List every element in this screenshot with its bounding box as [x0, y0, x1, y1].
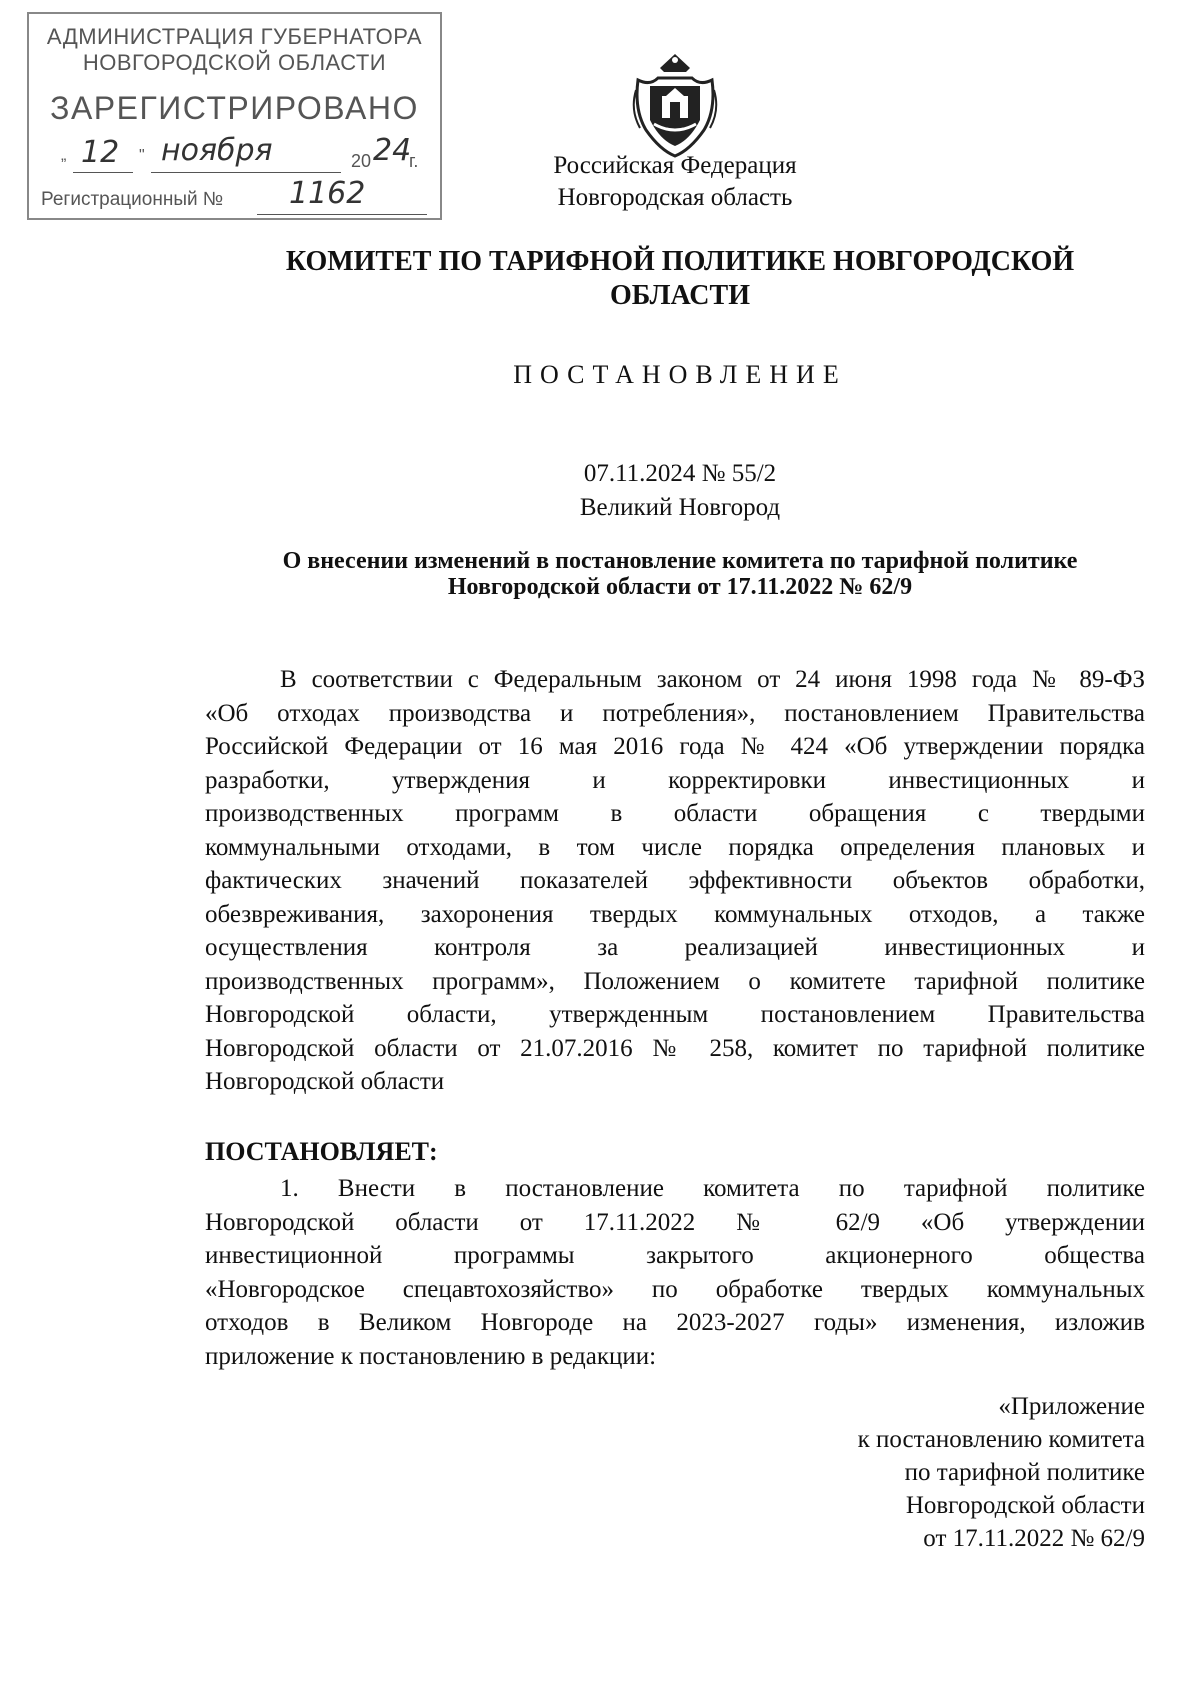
resolves-heading: ПОСТАНОВЛЯЕТ:	[205, 1137, 438, 1166]
document-subject	[190, 548, 1170, 600]
stamp-month-underline	[151, 172, 341, 173]
stamp-month: ноября	[161, 133, 273, 168]
appendix-line: Новгородской области	[905, 1492, 1145, 1519]
item1-line: приложение к постановлению в редакции:	[205, 1342, 657, 1370]
stamp-day-underline	[73, 172, 133, 173]
appendix-reference	[858, 1390, 1145, 1555]
committee-title-line2: ОБЛАСТИ	[610, 280, 750, 311]
committee-title-line1: КОМИТЕТ ПО ТАРИФНОЙ ПОЛИТИКЕ НОВГОРОДСКОЙ	[285, 246, 1075, 277]
preamble-line: Российской Федерации от 16 мая 2016 года № 424 «Об утверждении порядка	[205, 733, 1145, 760]
appendix-line: «Приложение	[998, 1393, 1145, 1420]
preamble-line: «Об отходах производства и потребления», постановлением Правительства	[205, 699, 1145, 727]
document-city: Великий Новгород	[579, 494, 781, 521]
header-region: Новгородская область	[557, 184, 793, 211]
appendix-line: к постановлению комитета	[857, 1426, 1145, 1453]
stamp-regno-underline	[257, 214, 427, 215]
preamble-line: Новгородской области	[205, 1068, 445, 1095]
preamble-line: производственных программ в области обращения с твердыми	[205, 800, 1145, 827]
appendix-line: от 17.11.2022 № 62/9	[923, 1525, 1145, 1552]
item1-line: инвестиционной программы закрытого акционерного общества	[205, 1242, 1145, 1269]
document-type: ПОСТАНОВЛЕНИЕ	[513, 360, 847, 389]
preamble-line: осуществления контроля за реализацией инвестиционных и	[205, 934, 1145, 961]
stamp-day: 12	[81, 135, 120, 170]
coat-of-arms-emblem	[630, 50, 720, 160]
subject-line2: Новгородской области от 17.11.2022 № 62/9	[447, 574, 913, 600]
stamp-quote-close: "	[139, 147, 145, 164]
item1-line: «Новгородское спецавтохозяйство» по обработке твердых коммунальных	[205, 1275, 1145, 1303]
stamp-year-tail: г.	[409, 151, 419, 171]
preamble-line: производственных программ», Положением о комитете тарифной политике	[205, 967, 1145, 995]
preamble-line: Новгородской области от 21.07.2016 № 258, комитет по тарифной политике	[205, 1034, 1145, 1062]
item1-paragraph	[205, 1172, 1145, 1373]
stamp-quote-open: „	[61, 147, 67, 164]
preamble-line: обезвреживания, захоронения твердых коммунальных отходов, а также	[205, 900, 1145, 928]
preamble-line: В соответствии с Федеральным законом от 24 июня 1998 года № 89-ФЗ	[280, 666, 1145, 693]
stamp-year-suffix: 24	[373, 133, 412, 168]
document-date-number: 07.11.2024 № 55/2	[583, 460, 777, 487]
registration-stamp	[27, 12, 442, 220]
stamp-regno-label: Регистрационный №	[41, 189, 224, 210]
stamp-org-line2: НОВГОРОДСКОЙ ОБЛАСТИ	[82, 50, 387, 75]
item1-line: Новгородской области от 17.11.2022 № 62/9 «Об утверждении	[205, 1208, 1145, 1236]
stamp-status: ЗАРЕГИСТРИРОВАНО	[50, 90, 419, 126]
stamp-org-line1: АДМИНИСТРАЦИЯ ГУБЕРНАТОРА	[46, 24, 423, 49]
stamp-regno: 1162	[289, 176, 366, 211]
appendix-line: по тарифной политике	[904, 1459, 1145, 1486]
preamble-paragraph	[205, 663, 1145, 1099]
header-country: Российская Федерация	[553, 152, 797, 179]
preamble-line: фактических значений показателей эффективности объектов обработки,	[205, 867, 1145, 894]
subject-line1: О внесении изменений в постановление комитета по тарифной политике	[282, 548, 1078, 574]
preamble-line: разработки, утверждения и корректировки инвестиционных и	[205, 766, 1145, 794]
item1-line: 1. Внести в постановление комитета по тарифной политике	[280, 1175, 1145, 1202]
preamble-line: Новгородской области, утвержденным постановлением Правительства	[205, 1001, 1145, 1028]
stamp-date	[61, 133, 441, 179]
preamble-line: коммунальными отходами, в том числе порядка определения плановых и	[205, 833, 1145, 861]
item1-line: отходов в Великом Новгороде на 2023-2027 годы» изменения, изложив	[205, 1309, 1145, 1336]
stamp-year-prefix: 20	[351, 151, 372, 171]
